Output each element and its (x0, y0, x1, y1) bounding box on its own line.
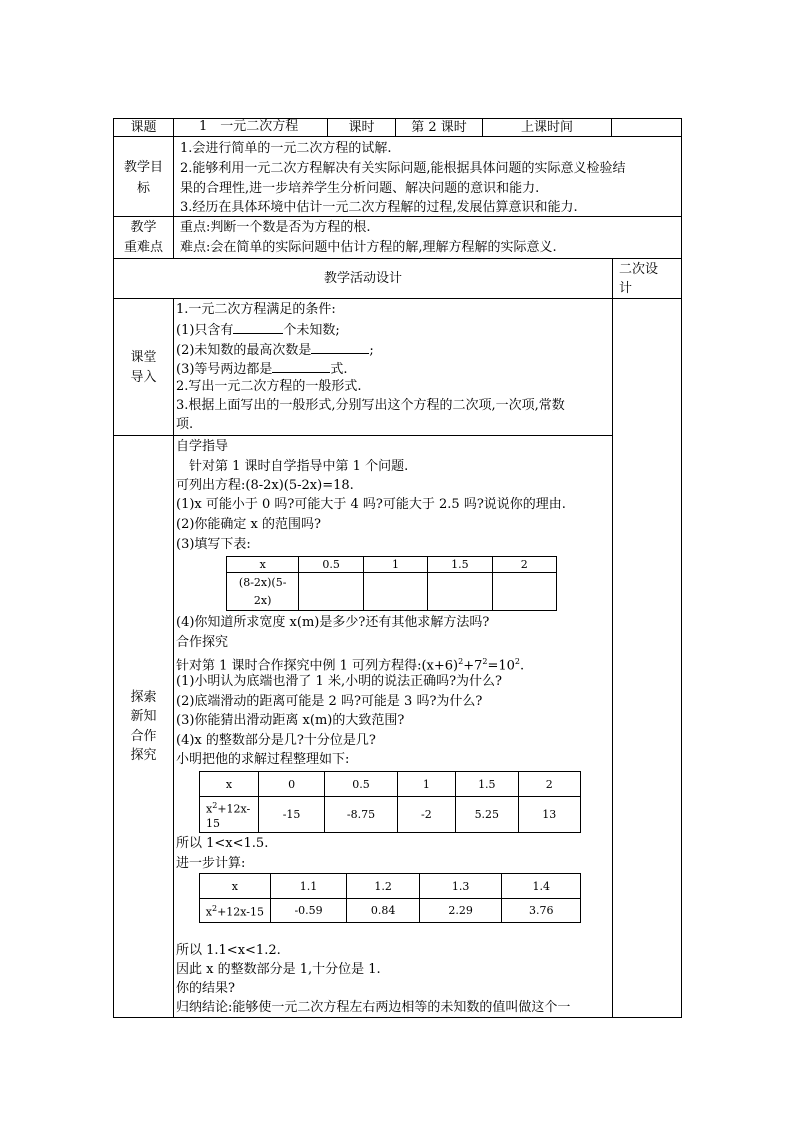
your-result: 你的结果? (176, 981, 235, 996)
superscript: 2 (212, 800, 218, 810)
table3-label-b: +12x-15 (217, 905, 265, 919)
coop-title: 合作探究 (176, 635, 229, 650)
table2-label-b: +12x- (217, 802, 251, 816)
goal-item-2-cont: 果的合理性,进一步培养学生分析问题、解决问题的意识和能力. (180, 181, 540, 196)
coop-intro (176, 654, 524, 674)
goal-item-3: 3.经历在具体环境中估计一元二次方程解的过程,发展估算意识和能力. (180, 200, 578, 215)
second-design-line1: 二次设 (619, 262, 659, 277)
table3-header-col: 1.4 (502, 874, 581, 899)
table2-label-a: x (206, 802, 213, 816)
row-line-design-bottom (113, 298, 682, 299)
blank-line (272, 360, 330, 373)
table1-empty-cell[interactable] (299, 573, 363, 611)
self-guide-title: 自学指导 (176, 439, 229, 454)
table2-header-col: 0.5 (325, 772, 397, 797)
explore-label-4: 探究 (130, 748, 157, 763)
keypoints-label-line1: 教学 (130, 220, 157, 235)
table2-header-col: 2 (518, 772, 580, 797)
intro-q3-line1: 3.根据上面写出的一般形式,分别写出这个方程的二次项,一次项,常数 (176, 398, 565, 413)
coop-intro-pre: 针对第 1 课时合作探究中例 1 可列方程得:(x+6) (176, 658, 459, 674)
table1-empty-cell[interactable] (363, 573, 427, 611)
further-calc: 进一步计算: (176, 856, 246, 871)
col-line-second-design (612, 258, 613, 1018)
col-line-label (173, 118, 174, 259)
second-design-line2: 计 (619, 281, 633, 296)
keypoints-difficulty: 难点:会在简单的实际问题中估计方程的解,理解方程解的实际意义. (180, 240, 557, 255)
table3-value: 0.84 (347, 899, 420, 923)
superscript: 2 (211, 904, 218, 914)
explore-label-2: 新知 (130, 709, 157, 724)
blank-line (311, 341, 369, 354)
intro-q1c (176, 360, 348, 378)
coop-question-3: (3)你能猜出滑动距离 x(m)的大致范围? (176, 713, 405, 728)
self-question-4: (4)你知道所求宽度 x(m)是多少?还有其他求解方法吗? (176, 615, 490, 630)
table3-value: -0.59 (270, 899, 347, 923)
conclusion-1: 所以 1<x<1.5. (176, 836, 269, 851)
table2-row-label (200, 797, 259, 833)
label-topic: 课题 (130, 119, 157, 135)
coop-intro-mid: +7 (463, 658, 483, 674)
fill-table (226, 556, 557, 611)
table1-header-col: 1.5 (428, 557, 492, 573)
intro-q2: 2.写出一元二次方程的一般形式. (176, 379, 362, 394)
class-time-value (612, 119, 681, 136)
blank-line (233, 321, 283, 334)
superscript: 2 (514, 657, 520, 666)
intro-q1b-post: ; (369, 343, 374, 358)
col-line-right (681, 118, 682, 1018)
explore-label-3: 合作 (130, 729, 157, 744)
xiaoming-table (199, 771, 581, 833)
coop-question-2: (2)底端滑动的距离可能是 2 吗?可能是 3 吗?为什么? (176, 694, 483, 709)
table2-value: -2 (397, 797, 455, 833)
intro-label-line2: 导入 (130, 370, 157, 385)
table3-label-a: x (205, 905, 212, 919)
table2-value: 5.25 (456, 797, 519, 833)
table2-header-col: 1 (397, 772, 455, 797)
self-question-2: (2)你能确定 x 的范围吗? (176, 517, 321, 532)
design-title: 教学活动设计 (323, 271, 402, 286)
table3-header-x: x (200, 874, 271, 899)
row-line-intro-bottom (113, 435, 613, 436)
table2-value: -8.75 (325, 797, 397, 833)
table2-header-col: 0 (258, 772, 324, 797)
table1-header-x: x (227, 557, 299, 573)
table2-label-c: 15 (206, 817, 220, 831)
table3-value: 3.76 (502, 899, 581, 923)
table1-row-label-line1: (8-2x)(5- (238, 575, 287, 589)
conclusion-2: 所以 1.1<x<1.2. (176, 943, 281, 958)
table3-row-label (200, 899, 271, 923)
summary: 归纳结论:能够使一元二次方程左右两边相等的未知数的值叫做这个一 (176, 1000, 571, 1015)
intro-q1b (176, 341, 374, 359)
table2-value: -15 (258, 797, 324, 833)
coop-intro-tail: . (519, 658, 525, 674)
row-line-header-bottom (113, 136, 682, 137)
intro-q1c-post: 式. (330, 362, 348, 377)
coop-question-4: (4)x 的整数部分是几?十分位是几? (176, 733, 376, 748)
row-line-goals-bottom (113, 216, 682, 217)
intro-q1b-pre: (2)未知数的最高次数是 (176, 343, 312, 358)
goals-label-line1: 教学目 (123, 160, 163, 175)
table1-row-label (227, 573, 299, 611)
goal-item-2: 2.能够利用一元二次方程解决有关实际问题,能根据具体问题的实际意义检验结 (180, 161, 626, 176)
superscript: 2 (482, 657, 488, 666)
explore-label-1: 探索 (130, 690, 157, 705)
intro-q1a (176, 321, 340, 339)
intro-q3-line2: 项. (176, 417, 194, 432)
self-question-1: (1)x 可能小于 0 吗?可能大于 4 吗?可能大于 2.5 吗?说说你的理由. (176, 497, 566, 512)
intro-q1c-pre: (3)等号两边都是 (176, 362, 273, 377)
intro-label-line1: 课堂 (130, 350, 157, 365)
goal-item-1: 1.会进行简单的一元二次方程的试解. (180, 141, 392, 156)
period-value: 第 2 课时 (411, 119, 467, 135)
self-question-3: (3)填写下表: (176, 537, 251, 552)
xiaoming-intro: 小明把他的求解过程整理如下: (176, 752, 350, 767)
table1-header-col: 0.5 (299, 557, 363, 573)
label-class-time: 上课时间 (520, 119, 573, 135)
table1-empty-cell[interactable] (428, 573, 492, 611)
keypoints-focus: 重点:判断一个数是否为方程的根. (180, 220, 371, 235)
label-period: 课时 (348, 119, 375, 135)
further-table (199, 873, 581, 923)
table1-header-col: 1 (363, 557, 427, 573)
self-guide-intro: 针对第 1 课时自学指导中第 1 个问题. (189, 459, 409, 474)
conclusion-3: 因此 x 的整数部分是 1,十分位是 1. (176, 962, 381, 977)
coop-intro-end: =10 (487, 658, 515, 674)
table2-header-col: 1.5 (456, 772, 519, 797)
equation-line: 可列出方程:(8-2x)(5-2x)=18. (176, 478, 354, 493)
table1-row-label-line2: 2x) (253, 593, 272, 607)
col-line-label-lower (173, 298, 174, 1018)
table3-header-col: 1.3 (419, 874, 502, 899)
intro-q1a-pre: (1)只含有 (176, 323, 234, 338)
superscript: 2 (458, 657, 464, 666)
table3-header-col: 1.2 (347, 874, 420, 899)
goals-label-line2: 标 (136, 181, 150, 196)
table3-header-col: 1.1 (270, 874, 347, 899)
intro-q1: 1.一元二次方程满足的条件: (176, 302, 336, 317)
row-line-bottom (113, 1017, 682, 1018)
coop-question-1: (1)小明认为底端也滑了 1 米,小明的说法正确吗?为什么? (176, 674, 503, 689)
topic-value: 1 一元二次方程 (199, 119, 299, 134)
keypoints-label-line2: 重难点 (123, 240, 163, 255)
table1-empty-cell[interactable] (492, 573, 556, 611)
table1-header-col: 2 (492, 557, 556, 573)
table2-value: 13 (518, 797, 580, 833)
row-line-keypoints-bottom (113, 258, 682, 259)
table3-value: 2.29 (419, 899, 502, 923)
intro-q1a-post: 个未知数; (283, 323, 340, 338)
table2-header-x: x (200, 772, 259, 797)
